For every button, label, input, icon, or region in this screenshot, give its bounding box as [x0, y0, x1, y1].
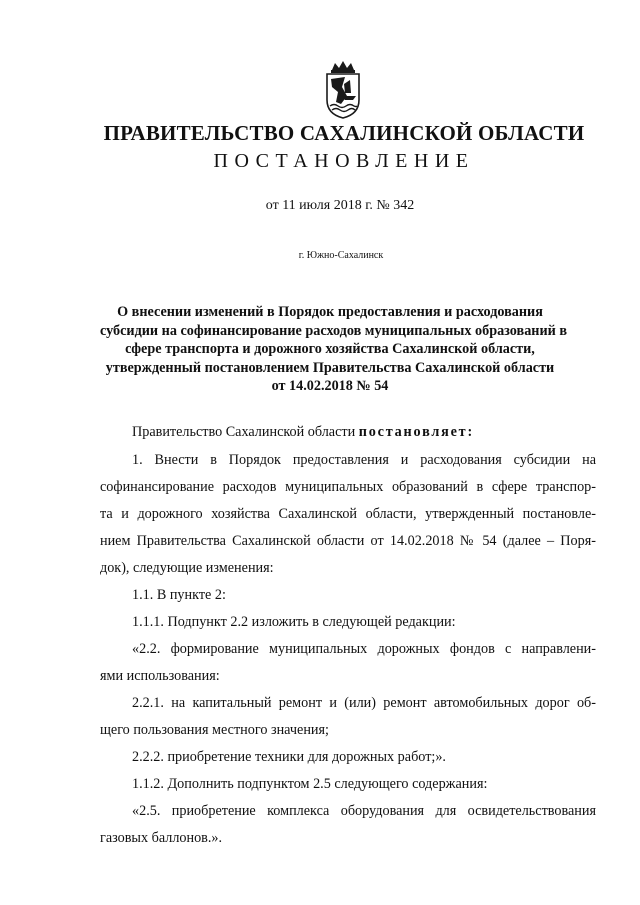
subject-line: утвержденный постановлением Правительства Сахалинской области: [105, 359, 555, 376]
body-line: 1. Внести в Порядок предоставления и расходования субсидии на: [132, 452, 596, 468]
body-line: нием Правительства Сахалинской области от 14.02.2018 № 54 (далее – Поря-: [100, 533, 596, 549]
body-line: та и дорожного хозяйства Сахалинской области, утвержденный постановле-: [100, 506, 596, 522]
body-line: док), следующие изменения:: [100, 560, 274, 576]
body-line: 1.1.1. Подпункт 2.2 изложить в следующей редакции:: [132, 614, 456, 630]
date-and-number: от 11 июля 2018 г. № 342: [265, 198, 415, 213]
body-line: софинансирование расходов муниципальных образований в сфере транспор-: [100, 479, 596, 495]
body-line: «2.5. приобретение комплекса оборудования для освидетельствования: [132, 803, 596, 819]
intro-line: [132, 424, 474, 441]
body-line: ями использования:: [100, 668, 220, 684]
subject-line: от 14.02.2018 № 54: [271, 378, 389, 394]
document-subject: [100, 303, 568, 396]
intro-verb: постановляет:: [358, 424, 474, 440]
body-line: 2.2.2. приобретение техники для дорожных работ;».: [132, 749, 446, 765]
subject-line: О внесении изменений в Порядок предоставления и расходования: [117, 304, 543, 320]
intro-prefix: Правительство Сахалинской области: [132, 424, 359, 440]
subject-line: субсидии на софинансирование расходов муниципальных образований в: [100, 322, 568, 339]
body-line: 1.1. В пункте 2:: [132, 587, 226, 603]
coat-of-arms-icon: [318, 60, 368, 120]
body-line: «2.2. формирование муниципальных дорожных фондов с направлени-: [132, 641, 596, 657]
city: г. Южно-Сахалинск: [298, 250, 384, 261]
body-line: газовых баллонов.».: [100, 830, 223, 846]
body-line: 2.2.1. на капитальный ремонт и (или) ремонт автомобильных дорог об-: [132, 695, 596, 711]
government-title: ПРАВИТЕЛЬСТВО САХАЛИНСКОЙ ОБЛАСТИ: [103, 121, 585, 145]
body-line: 1.1.2. Дополнить подпунктом 2.5 следующего содержания:: [132, 776, 488, 792]
body-line: щего пользования местного значения;: [100, 722, 329, 738]
document-type: ПОСТАНОВЛЕНИЕ: [213, 150, 475, 172]
subject-line: сфере транспорта и дорожного хозяйства Сахалинской области,: [125, 341, 535, 357]
